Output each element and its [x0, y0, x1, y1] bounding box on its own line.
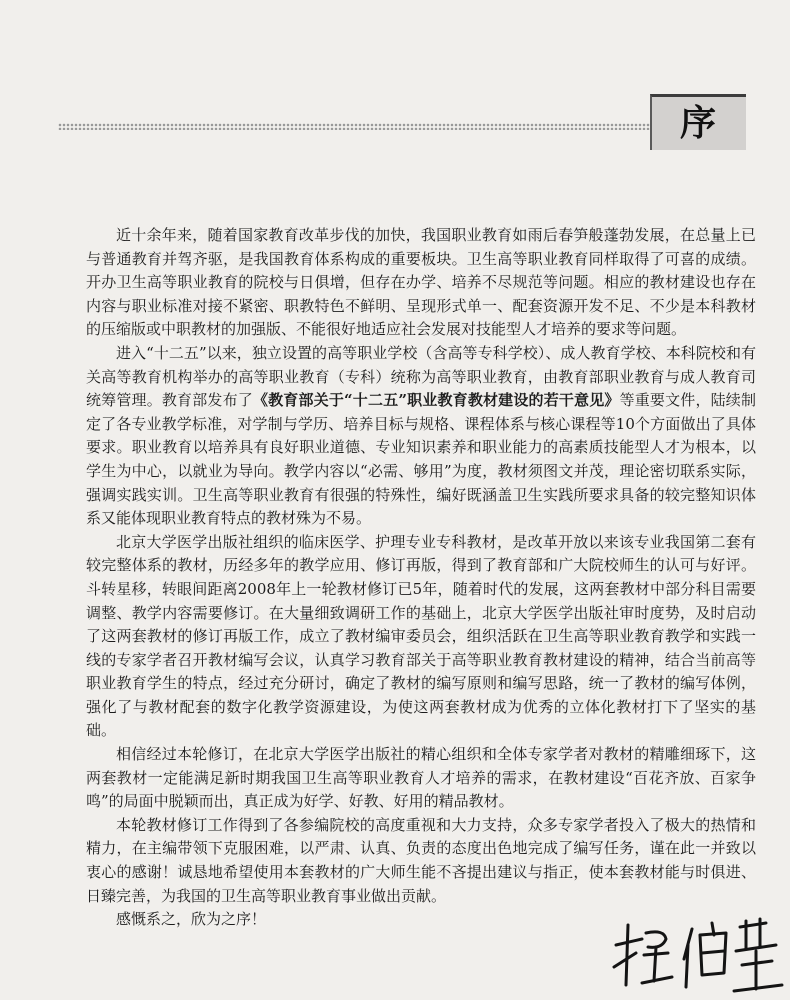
- paragraph-1: 近十余年来，随着国家教育改革步伐的加快，我国职业教育如雨后春笋般蓬勃发展，在总量上已与普通教育并驾齐驱，是我国教育体系构成的重要板块。卫生高等职业教育同样取得了可喜的成绩。开办卫生高等职业教育的院校与日俱增，但存在办学、培养不尽规范等问题。相应的教材建设也存在内容与职业标准对接不紧密、职教特色不鲜明、呈现形式单一、配套资源开发不足、不少是本科教材的压缩版或中职教材的加强版、不能很好地适应社会发展对技能型人才培养的要求等问题。: [86, 226, 756, 339]
- preface-body: [86, 224, 756, 932]
- paragraph-4: 相信经过本轮修订，在北京大学医学出版社的精心组织和全体专家学者对教材的精雕细琢下，这两套教材一定能满足新时期我国卫生高等职业教育人才培养的需求，在教材建设“百花齐放、百家争鸣”的局面中脱颖而出，真正成为好学、好教、好用的精品教材。: [86, 745, 756, 811]
- paragraph-2-document-title: 《教育部关于“十二五”职业教育教材建设的若干意见》: [252, 391, 620, 410]
- paragraph-6: 感慨系之，欣为之序！: [116, 910, 267, 929]
- paragraph-2-part-a: 进入“十二五”以来，独立设置的高等职业学校（含高等专科学校）、成人教育学校、本科院校和有关高等教育机构举办的高等职业教育（专科）统称为高等职业教育，由教育部职业教育与成人教育司统筹管理。教育部发布了: [86, 343, 756, 410]
- paragraph-2-part-b: 等重要文件，陆续制定了各专业教学标准，对学制与学历、培养目标与规格、课程体系与核心课程等10个方面做出了具体要求。职业教育以培养具有良好职业道德、专业知识素养和职业能力的高素质技能型人才为根本，以学生为中心，以就业为导向。教学内容以“必需、够用”为度，教材须图文并茂，理论密切联系实际，强调实践实训。卫生高等职业教育有很强的特殊性，编好既涵盖卫生实践所要求具备的较完整知识体系又能体现职业教育特点的教材殊为不易。: [86, 391, 756, 528]
- paragraph-3: 北京大学医学出版社组织的临床医学、护理专业专科教材，是改革开放以来该专业我国第二套有较完整体系的教材，历经多年的教学应用、修订再版，得到了教育部和广大院校师生的认可与好评。斗转星移，转眼间距离2008年上一轮教材修订已5年，随着时代的发展，这两套教材中部分科目需要调整、教学内容需要修订。在大量细致调研工作的基础上，北京大学医学出版社审时度势，及时启动了这两套教材的修订再版工作，成立了教材编审委员会，组织活跃在卫生高等职业教育教学和实践一线的专家学者召开教材编写会议，认真学习教育部关于高等职业教育教材建设的精神，结合当前高等职业教育学生的特点，经过充分研讨，确定了教材的编写原则和编写思路，统一了教材的编写体例，强化了与教材配套的数字化教学资源建设，为使这两套教材成为优秀的立体化教材打下了坚实的基础。: [86, 532, 756, 740]
- section-title: 序: [679, 102, 718, 144]
- section-title-box: [650, 94, 746, 150]
- paragraph-5: 本轮教材修订工作得到了各参编院校的高度重视和大力支持，众多专家学者投入了极大的热情和精力，在主编带领下克服困难，以严肃、认真、负责的态度出色地完成了编写任务，谨在此一并致以衷心的感谢！诚恳地希望使用本套教材的广大师生能不吝提出建议与指正，使本套教材能与时俱进、日臻完善，为我国的卫生高等职业教育事业做出贡献。: [86, 815, 756, 905]
- paragraph-2: [86, 342, 756, 531]
- handwritten-signature: [606, 915, 786, 995]
- header-dotted-rule: [58, 123, 658, 130]
